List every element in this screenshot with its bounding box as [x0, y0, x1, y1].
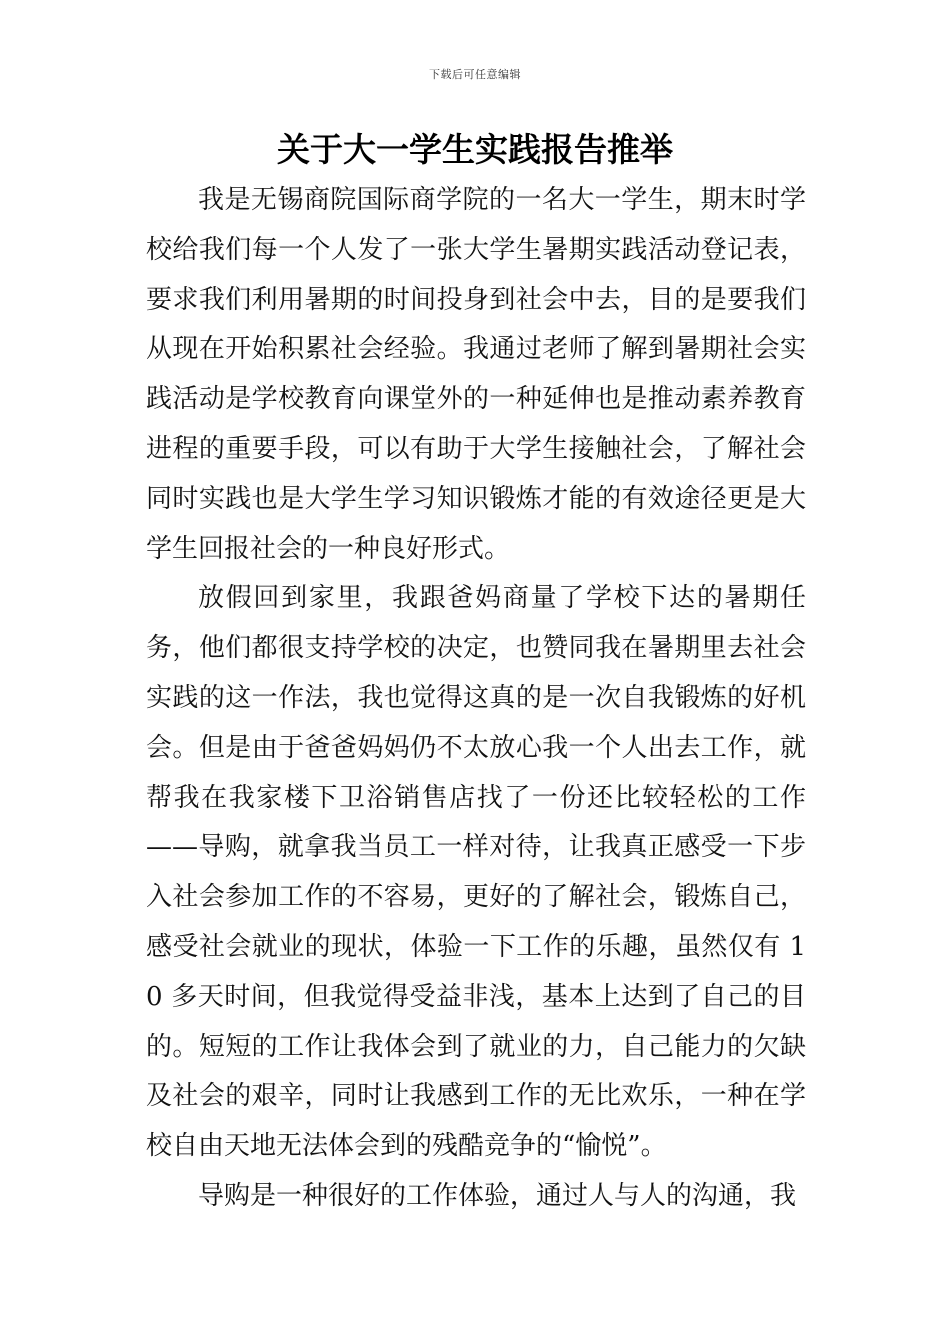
document-body [146, 176, 806, 1222]
paragraph-3: 导购是一种很好的工作体验，通过人与人的沟通，我 [198, 1180, 797, 1211]
paragraph-2: 放假回到家里，我跟爸妈商量了学校下达的暑期任务，他们都很支持学校的决定，也赞同我在暑期里去社会实践的这一作法，我也觉得这真的是一次自我锻炼的好机会。但是由于爸爸妈妈仍不太放心我一个人出去工作，就帮我在我家楼下卫浴销售店找了一份还比较轻松的工作——导购，就拿我当员工一样对待，让我真正感受一下步入社会参加工作的不容易，更好的了解社会，锻炼自己，感受社会就业的现状，体验一下工作的乐趣，虽然仅有 10 多天时间，但我觉得受益非浅，基本上达到了自己的目的。短短的工作让我体会到了就业的力，自己能力的欠缺及社会的艰辛，同时让我感到工作的无比欢乐，一种在学校自由天地无法体会到的残酷竞争的“愉悦”。 [146, 583, 806, 1162]
document-title: 关于大一学生实践报告推举 [277, 130, 673, 169]
paragraph-1: 我是无锡商院国际商学院的一名大一学生，期末时学校给我们每一个人发了一张大学生暑期实践活动登记表，要求我们利用暑期的时间投身到社会中去，目的是要我们从现在开始积累社会经验。我通过老师了解到暑期社会实践活动是学校教育向课堂外的一种延伸也是推动素养教育进程的重要手段，可以有助于大学生接触社会，了解社会同时实践也是大学生学习知识锻炼才能的有效途径更是大学生回报社会的一种良好形式。 [146, 185, 806, 564]
header-note: 下载后可任意编辑 [429, 68, 521, 81]
